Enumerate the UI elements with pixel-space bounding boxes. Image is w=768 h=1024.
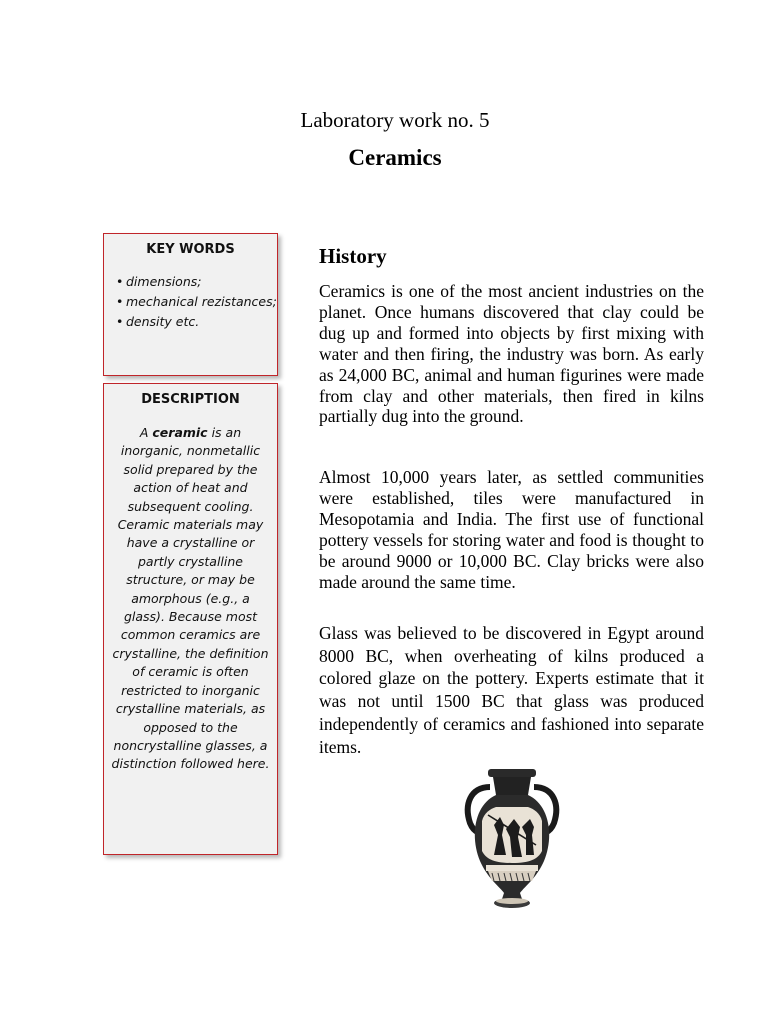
description-term: ceramic [152, 425, 208, 440]
history-heading: History [319, 244, 387, 268]
description-heading: DESCRIPTION [141, 392, 240, 407]
description-text-rest: is an inorganic, nonmetallic solid prepared by the action of heat and subsequent cooling. Ceramic materials may have a crystalline or partly crystalline structure, or may be amorphous (e.g., a glass). Because most common ceramics are crystalline, the definition of ceramic is often restricted to inorganic crystalline materials, as opposed to the noncrystalline glasses, a distinction followed here. [111, 425, 270, 772]
description-text [110, 424, 271, 774]
history-paragraph: Almost 10,000 years later, as settled communities were established, tiles were manufactured in Mesopotamia and India. The first use of functional pottery vessels for storing water and food is thought to be around 9000 or 10,000 BC. Clay bricks were also made around the same time. [319, 467, 704, 592]
key-word-item: • density etc. [116, 312, 277, 332]
amphora-vase-icon [460, 765, 564, 911]
lab-work-title: Laboratory work no. 5 [300, 108, 490, 132]
key-word-item: • dimensions; [116, 272, 277, 292]
key-words-heading: KEY WORDS [146, 242, 235, 257]
description-text-start: A [139, 425, 153, 440]
history-paragraph: Ceramics is one of the most ancient industries on the planet. Once humans discovered that clay could be dug up and formed into objects by first mixing with water and then firing, the industry was born. As early as 24,000 BC, animal and human figurines were made from clay and other materials, then fired in kilns partially dug into the ground. [319, 281, 704, 427]
history-paragraph: Glass was believed to be discovered in Egypt around 8000 BC, when overheating of kilns produced a colored glaze on the pottery. Experts estimate that it was not until 1500 BC that glass was produced independently of ceramics and fashioned into separate items. [319, 623, 704, 757]
key-words-box [103, 233, 278, 376]
key-words-list [104, 272, 277, 332]
key-word-item: • mechanical rezistances; [116, 292, 277, 312]
page-title: Ceramics [348, 145, 442, 170]
description-box [103, 383, 278, 855]
